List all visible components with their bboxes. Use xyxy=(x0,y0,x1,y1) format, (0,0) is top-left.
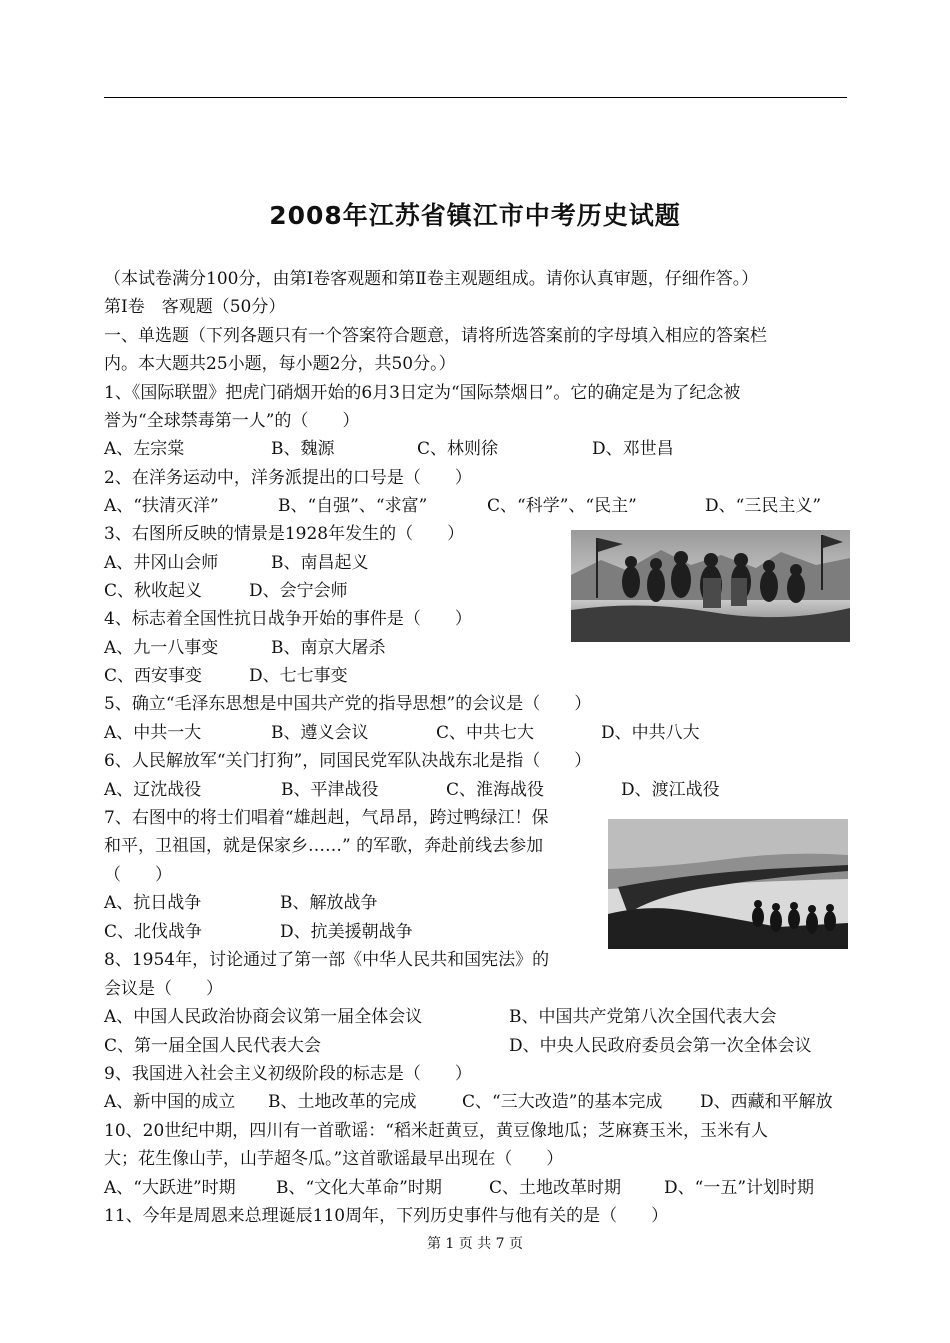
q2-option-d: D、“三民主义” xyxy=(705,496,822,516)
header-rule xyxy=(104,97,847,98)
q2-option-b: B、“自强”、“求富” xyxy=(278,496,428,516)
q11-stem: 11、今年是周恩来总理诞辰110周年，下列历史事件与他有关的是（ ） xyxy=(104,1206,669,1226)
q3-stem: 3、右图所反映的情景是1928年发生的（ ） xyxy=(104,524,465,544)
q8-option-b: B、中国共产党第八次全国代表大会 xyxy=(509,1007,777,1027)
q7-option-d: D、抗美援朝战争 xyxy=(280,922,413,942)
q5-option-b: B、遵义会议 xyxy=(271,723,369,743)
intro-text: （本试卷满分100分，由第Ⅰ卷客观题和第Ⅱ卷主观题组成。请你认真审题，仔细作答。） xyxy=(104,269,759,289)
q1-option-b: B、魏源 xyxy=(271,439,335,459)
q6-option-c: C、淮海战役 xyxy=(446,780,545,800)
q1-option-c: C、林则徐 xyxy=(417,439,499,459)
q1-stem-line2: 誉为“全球禁毒第一人”的（ ） xyxy=(104,411,360,431)
q3-option-d: D、会宁会师 xyxy=(249,581,348,601)
q8-stem-line2: 会议是（ ） xyxy=(104,979,223,999)
q4-option-d: D、七七事变 xyxy=(249,666,348,686)
q1-option-a: A、左宗棠 xyxy=(104,439,185,459)
q5-stem: 5、确立“毛泽东思想是中国共产党的指导思想”的会议是（ ） xyxy=(104,694,592,714)
q1-stem-line1: 1、《国际联盟》把虎门硝烟开始的6月3日定为“国际禁烟日”。它的确定是为了纪念被 xyxy=(104,383,741,403)
q5-option-c: C、中共七大 xyxy=(436,723,535,743)
q6-option-b: B、平津战役 xyxy=(281,780,379,800)
q4-option-c: C、西安事变 xyxy=(104,666,203,686)
q10-stem-line2: 大；花生像山芋，山芋超冬瓜。”这首歌谣最早出现在（ ） xyxy=(104,1149,564,1169)
q8-option-c: C、第一届全国人民代表大会 xyxy=(104,1036,322,1056)
jinggangshan-meeting-image xyxy=(571,530,850,642)
q6-stem: 6、人民解放军“关门打狗”，同国民党军队决战东北是指（ ） xyxy=(104,751,592,771)
page-number: 第 1 页 共 7 页 xyxy=(426,1236,524,1252)
q10-option-b: B、“文化大革命”时期 xyxy=(276,1178,442,1198)
q10-option-d: D、“一五”计划时期 xyxy=(664,1178,815,1198)
section-heading: 第Ⅰ卷 客观题（50分） xyxy=(104,297,286,317)
q2-option-c: C、“科学”、“民主” xyxy=(487,496,637,516)
part-instructions-line2: 内。本大题共25小题，每小题2分，共50分。） xyxy=(104,354,456,374)
part-instructions-line1: 一、单选题（下列各题只有一个答案符合题意，请将所选答案前的字母填入相应的答案栏 xyxy=(104,326,767,346)
q7-stem-line3: （ ） xyxy=(104,865,172,885)
q10-stem-line1: 10、20世纪中期，四川有一首歌谣：“稻米赶黄豆，黄豆像地瓜；芝麻赛玉米，玉米有人 xyxy=(104,1121,768,1141)
q7-option-c: C、北伐战争 xyxy=(104,922,203,942)
q10-option-c: C、土地改革时期 xyxy=(489,1178,622,1198)
q3-option-a: A、井冈山会师 xyxy=(104,553,219,573)
q7-option-b: B、解放战争 xyxy=(280,893,378,913)
page-title: 2008年江苏省镇江市中考历史试题 xyxy=(269,201,681,230)
q9-option-d: D、西藏和平解放 xyxy=(700,1092,833,1112)
q9-stem: 9、我国进入社会主义初级阶段的标志是（ ） xyxy=(104,1064,472,1084)
q2-option-a: A、“扶清灭洋” xyxy=(104,496,219,516)
q3-option-c: C、秋收起义 xyxy=(104,581,203,601)
q3-option-b: B、南昌起义 xyxy=(271,553,369,573)
q5-option-d: D、中共八大 xyxy=(601,723,700,743)
q8-stem-line1: 8、1954年，讨论通过了第一部《中华人民共和国宪法》的 xyxy=(104,950,550,970)
q8-option-d: D、中央人民政府委员会第一次全体会议 xyxy=(509,1036,812,1056)
q10-option-a: A、“大跃进”时期 xyxy=(104,1178,236,1198)
q4-option-b: B、南京大屠杀 xyxy=(271,638,386,658)
q9-option-a: A、新中国的成立 xyxy=(104,1092,236,1112)
q6-option-d: D、渡江战役 xyxy=(621,780,720,800)
q4-option-a: A、九一八事变 xyxy=(104,638,219,658)
q5-option-a: A、中共一大 xyxy=(104,723,202,743)
q8-option-a: A、中国人民政治协商会议第一届全体会议 xyxy=(104,1007,423,1027)
q7-stem-line1: 7、右图中的将士们唱着“雄赳赳，气昂昂，跨过鸭绿江！保 xyxy=(104,808,549,828)
q7-stem-line2: 和平，卫祖国，就是保家乡……” 的军歌，奔赴前线去参加 xyxy=(104,836,544,856)
q4-stem: 4、标志着全国性抗日战争开始的事件是（ ） xyxy=(104,609,472,629)
q9-option-b: B、土地改革的完成 xyxy=(268,1092,417,1112)
q2-stem: 2、在洋务运动中，洋务派提出的口号是（ ） xyxy=(104,468,472,488)
q7-option-a: A、抗日战争 xyxy=(104,893,202,913)
yalu-river-crossing-image xyxy=(608,819,848,949)
q6-option-a: A、辽沈战役 xyxy=(104,780,202,800)
q9-option-c: C、“三大改造”的基本完成 xyxy=(462,1092,663,1112)
q1-option-d: D、邓世昌 xyxy=(592,439,674,459)
